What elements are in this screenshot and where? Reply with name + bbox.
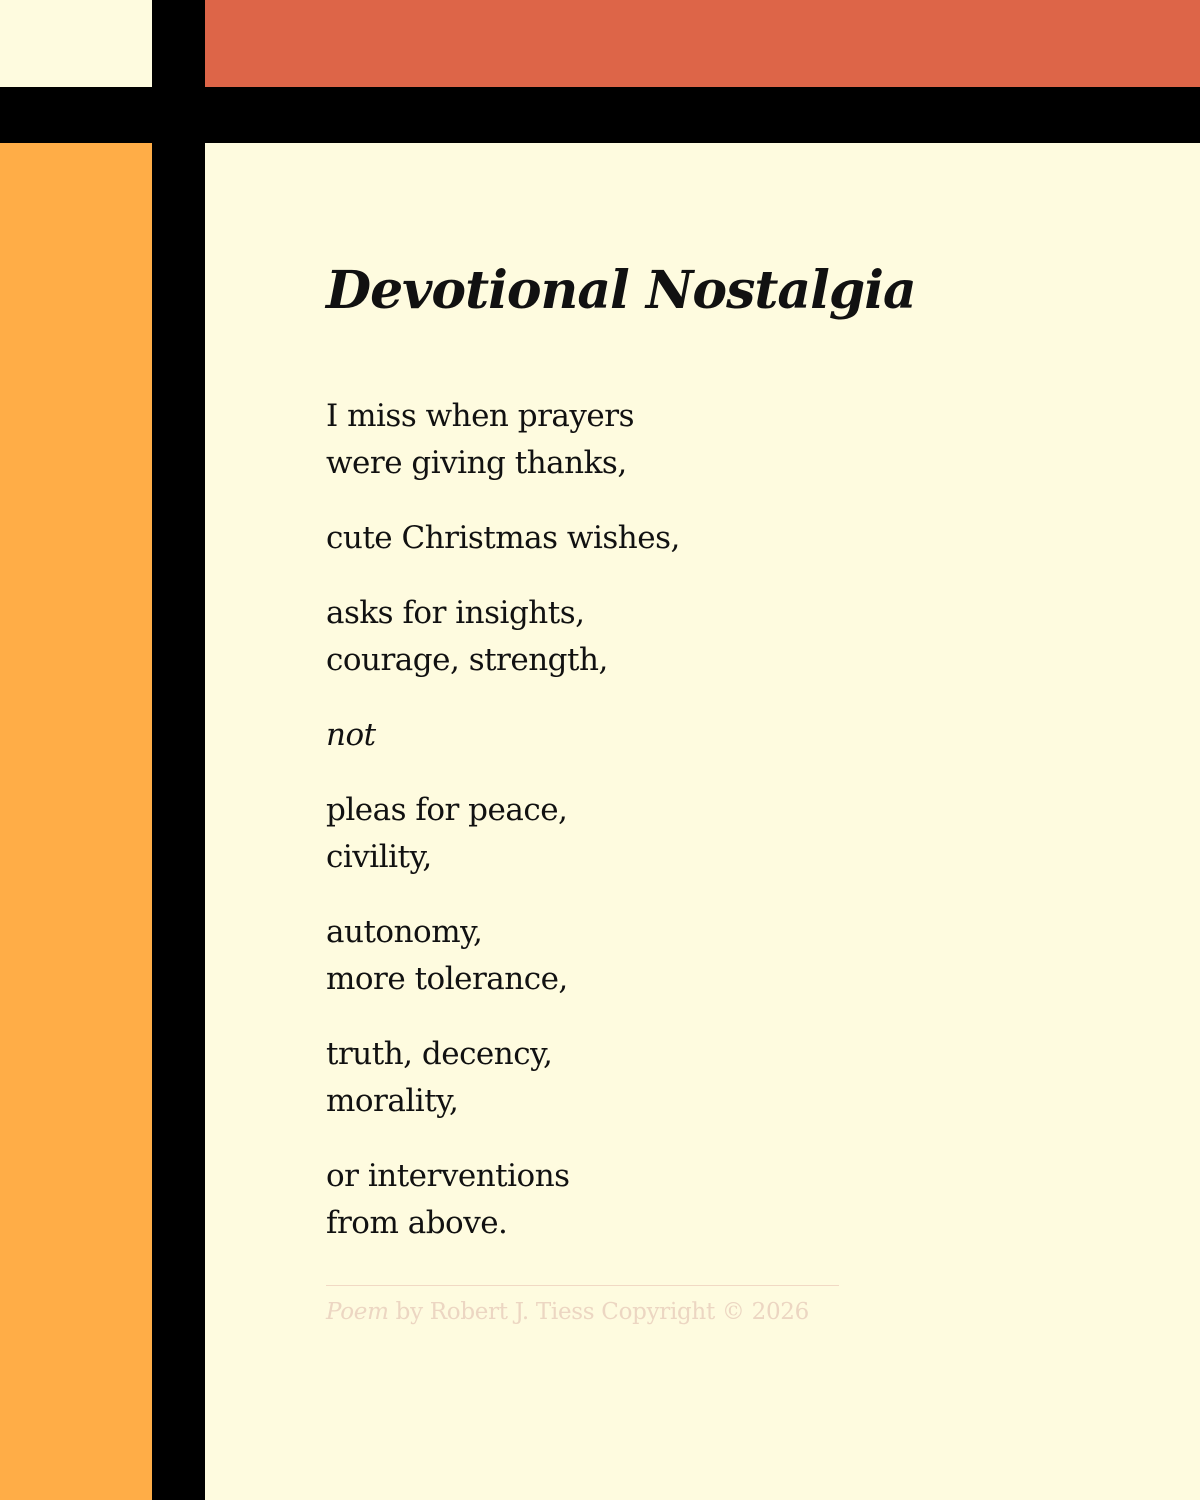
- poem-line: truth, decency,: [326, 1036, 553, 1072]
- red-top-band: [205, 0, 1200, 87]
- credit-text: by Robert J. Tiess Copyright © 2026: [395, 1299, 809, 1325]
- poem-line: morality,: [326, 1083, 459, 1119]
- poem-line: from above.: [326, 1205, 508, 1241]
- poem-line: pleas for peace,: [326, 792, 568, 828]
- poem-line: cute Christmas wishes,: [326, 520, 680, 556]
- poem-line: more tolerance,: [326, 961, 568, 997]
- stanza: [326, 1031, 886, 1125]
- poem: [326, 255, 916, 1328]
- stanza: [326, 515, 886, 562]
- poem-line: civility,: [326, 839, 432, 875]
- orange-left-column: [0, 143, 152, 1500]
- poem-line: courage, strength,: [326, 642, 608, 678]
- poem-line: asks for insights,: [326, 595, 585, 631]
- poem-line: or interventions: [326, 1158, 570, 1194]
- cream-corner-block: [0, 0, 152, 87]
- black-vertical-bar: [152, 0, 205, 1500]
- credit-label: Poem: [326, 1299, 389, 1325]
- poem-line: autonomy,: [326, 914, 483, 950]
- stanza: [326, 712, 886, 759]
- poem-line-italic: not: [326, 717, 376, 753]
- poem-line: I miss when prayers: [326, 398, 634, 434]
- stanza: [326, 909, 886, 1003]
- stanza: [326, 1153, 886, 1247]
- credit-divider: [326, 1285, 839, 1286]
- poem-credit: [326, 1296, 886, 1328]
- poem-title: Devotional Nostalgia: [326, 260, 916, 321]
- poem-line: were giving thanks,: [326, 445, 627, 481]
- stanza: [326, 787, 886, 881]
- stanza: [326, 393, 886, 487]
- stanza: [326, 590, 886, 684]
